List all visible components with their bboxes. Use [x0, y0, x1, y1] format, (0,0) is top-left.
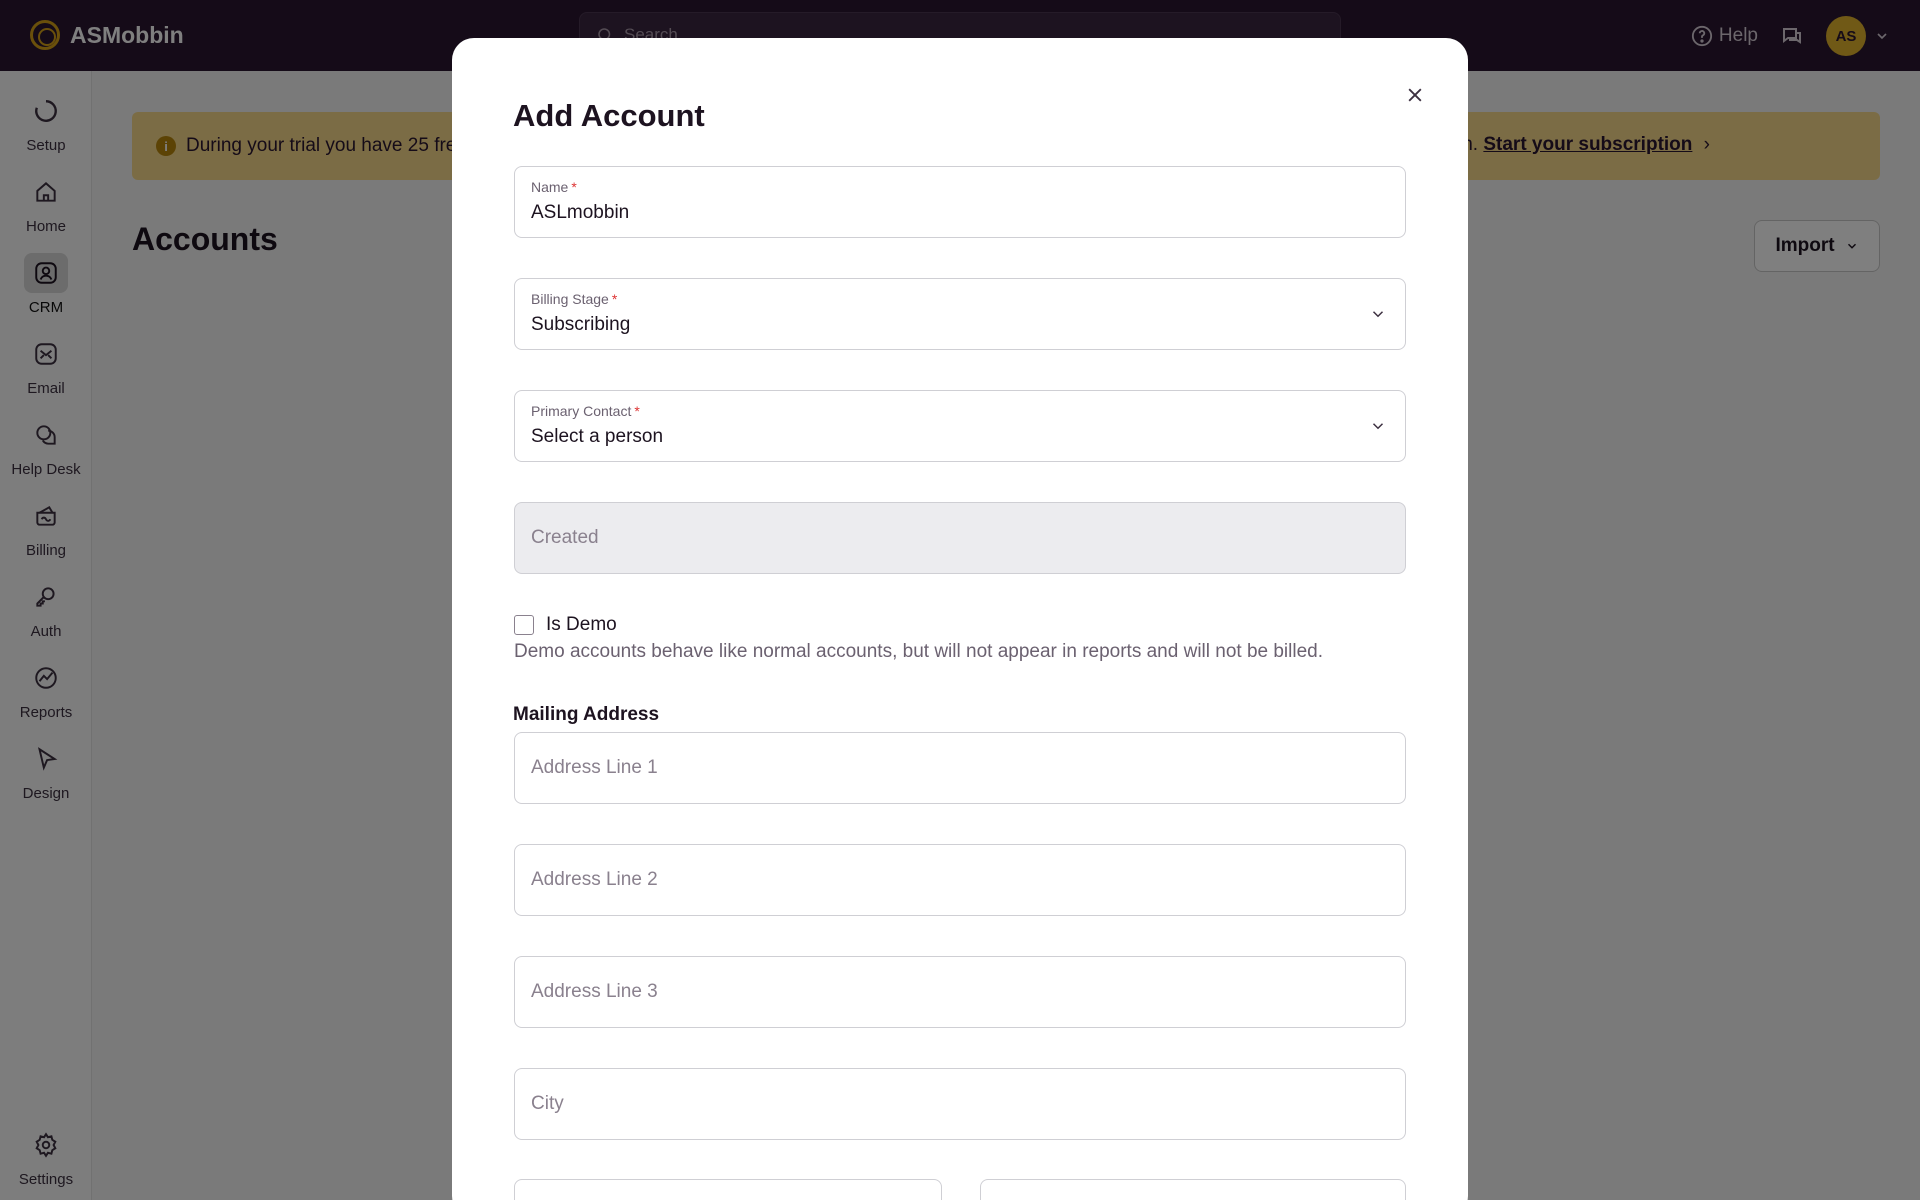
name-field[interactable]: [514, 166, 1406, 238]
address-line-3-input[interactable]: [514, 956, 1406, 1028]
is-demo-label[interactable]: Is Demo: [546, 614, 617, 635]
primary-contact-label: Primary Contact *: [531, 403, 640, 419]
billing-stage-value: Subscribing: [531, 314, 631, 335]
state-input[interactable]: [514, 1179, 942, 1200]
name-field-value: ASLmobbin: [531, 202, 630, 223]
mailing-address-heading: Mailing Address: [513, 704, 660, 725]
address-line-1-placeholder: Address Line 1: [531, 757, 658, 778]
created-placeholder: Created: [531, 527, 599, 548]
is-demo-checkbox[interactable]: [514, 615, 534, 635]
billing-stage-select[interactable]: [514, 278, 1406, 350]
add-account-modal: [452, 38, 1468, 1200]
postal-code-input[interactable]: [980, 1179, 1406, 1200]
name-field-label: Name *: [531, 179, 577, 195]
created-field: [514, 502, 1406, 574]
primary-contact-value: Select a person: [531, 426, 664, 447]
billing-stage-label: Billing Stage *: [531, 291, 618, 307]
address-line-2-placeholder: Address Line 2: [531, 869, 658, 890]
address-line-3-placeholder: Address Line 3: [531, 981, 658, 1002]
address-line-2-input[interactable]: [514, 844, 1406, 916]
primary-contact-select[interactable]: [514, 390, 1406, 462]
close-icon: [1405, 85, 1425, 105]
modal-title: Add Account: [513, 98, 705, 133]
city-input[interactable]: [514, 1068, 1406, 1140]
city-placeholder: City: [531, 1093, 564, 1114]
is-demo-help-text: Demo accounts behave like normal accounts, but will not appear in reports and will not be billed.: [514, 641, 1324, 662]
close-button[interactable]: [1400, 80, 1430, 110]
chevron-down-icon: [1369, 305, 1387, 323]
chevron-down-icon: [1369, 417, 1387, 435]
address-line-1-input[interactable]: [514, 732, 1406, 804]
